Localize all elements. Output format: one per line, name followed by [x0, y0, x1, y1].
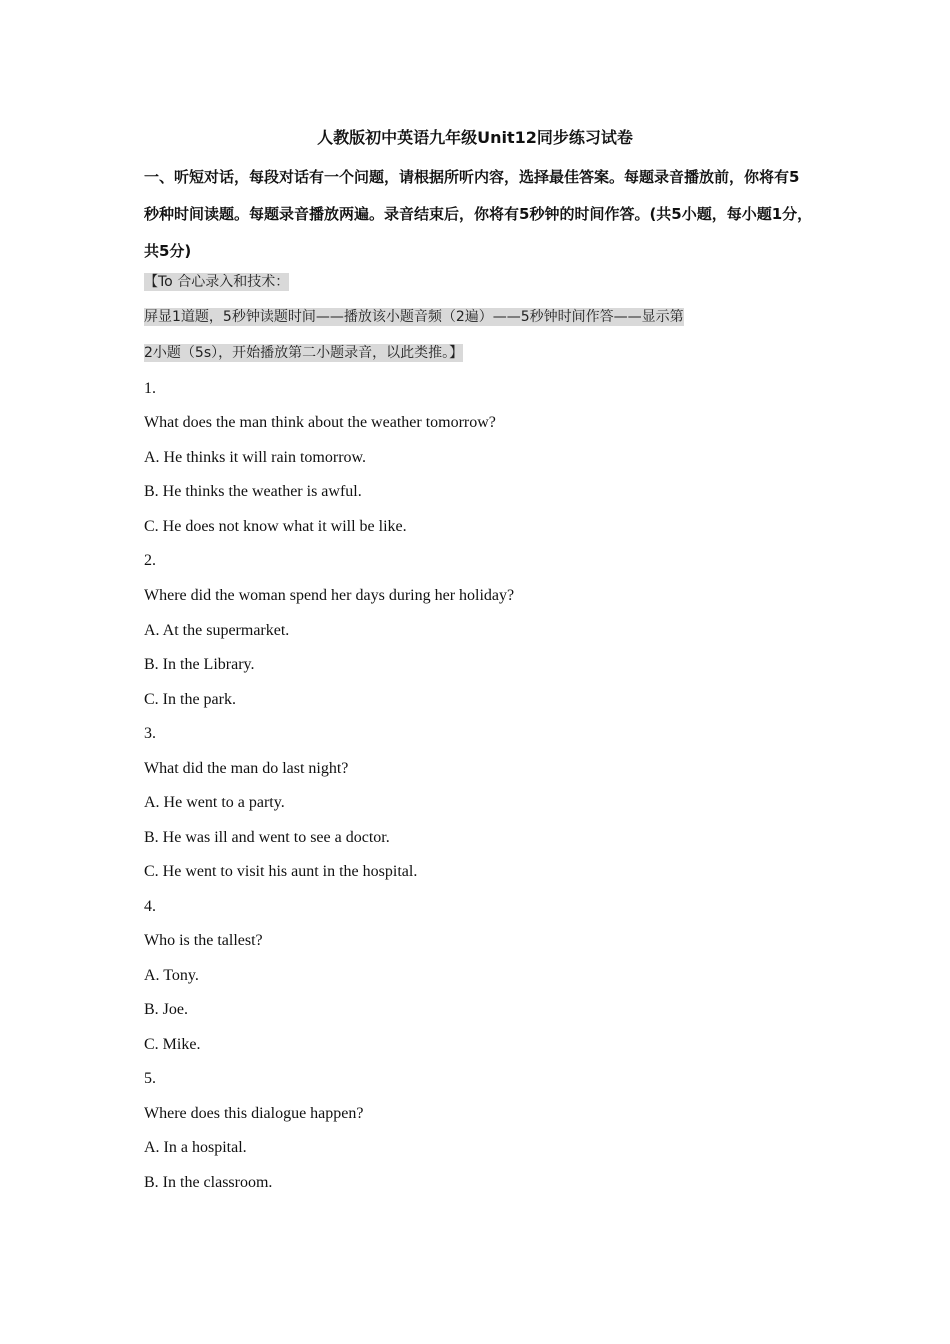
question-number: 4. [144, 898, 156, 915]
question-text: Who is the tallest? [144, 932, 263, 949]
option-b: B. He thinks the weather is awful. [144, 483, 362, 500]
question-text: Where did the woman spend her days during her holiday? [144, 587, 515, 604]
question-number: 1. [144, 380, 156, 397]
option-a: A. He thinks it will rain tomorrow. [144, 449, 367, 466]
highlighted-text: 2小题（5s），开始播放第二小题录音，以此类推。】 [144, 345, 464, 361]
option-b: B. In the classroom. [144, 1174, 273, 1191]
option-a: A. He went to a party. [144, 794, 285, 811]
option-c: C. In the park. [144, 691, 236, 708]
editor-note-line-1 [144, 272, 289, 292]
editor-note-line-3 [144, 343, 463, 363]
option-c: C. He went to visit his aunt in the hospital. [144, 863, 418, 880]
option-a: A. Tony. [144, 967, 199, 984]
option-a: A. In a hospital. [144, 1139, 247, 1156]
highlighted-text: 【To 合心录入和技术： [144, 274, 290, 290]
question-text: What does the man think about the weather tomorrow? [144, 414, 496, 431]
question-number: 5. [144, 1070, 156, 1087]
question-text: Where does this dialogue happen? [144, 1105, 364, 1122]
question-number: 3. [144, 725, 156, 742]
option-b: B. He was ill and went to see a doctor. [144, 829, 390, 846]
option-a: A. At the supermarket. [144, 622, 290, 639]
option-c: C. Mike. [144, 1036, 201, 1053]
page-title: 人教版初中英语九年级Unit12同步练习试卷 [317, 128, 633, 147]
option-c: C. He does not know what it will be like. [144, 518, 407, 535]
editor-note-line-2 [144, 307, 684, 327]
question-number: 2. [144, 552, 156, 569]
section-heading: 一、听短对话，每段对话有一个问题，请根据所听内容，选择最佳答案。每题录音播放前，你将有5秒种时间读题。每题录音播放两遍。录音结束后，你将有5秒钟的时间作答。(共5小题，每小题1分，共5分) [144, 168, 813, 260]
option-b: B. In the Library. [144, 656, 255, 673]
highlighted-text: 屏显1道题，5秒钟读题时间——播放该小题音频（2遍）——5秒钟时间作答——显示第 [144, 309, 684, 325]
question-text: What did the man do last night? [144, 760, 349, 777]
option-b: B. Joe. [144, 1001, 188, 1018]
